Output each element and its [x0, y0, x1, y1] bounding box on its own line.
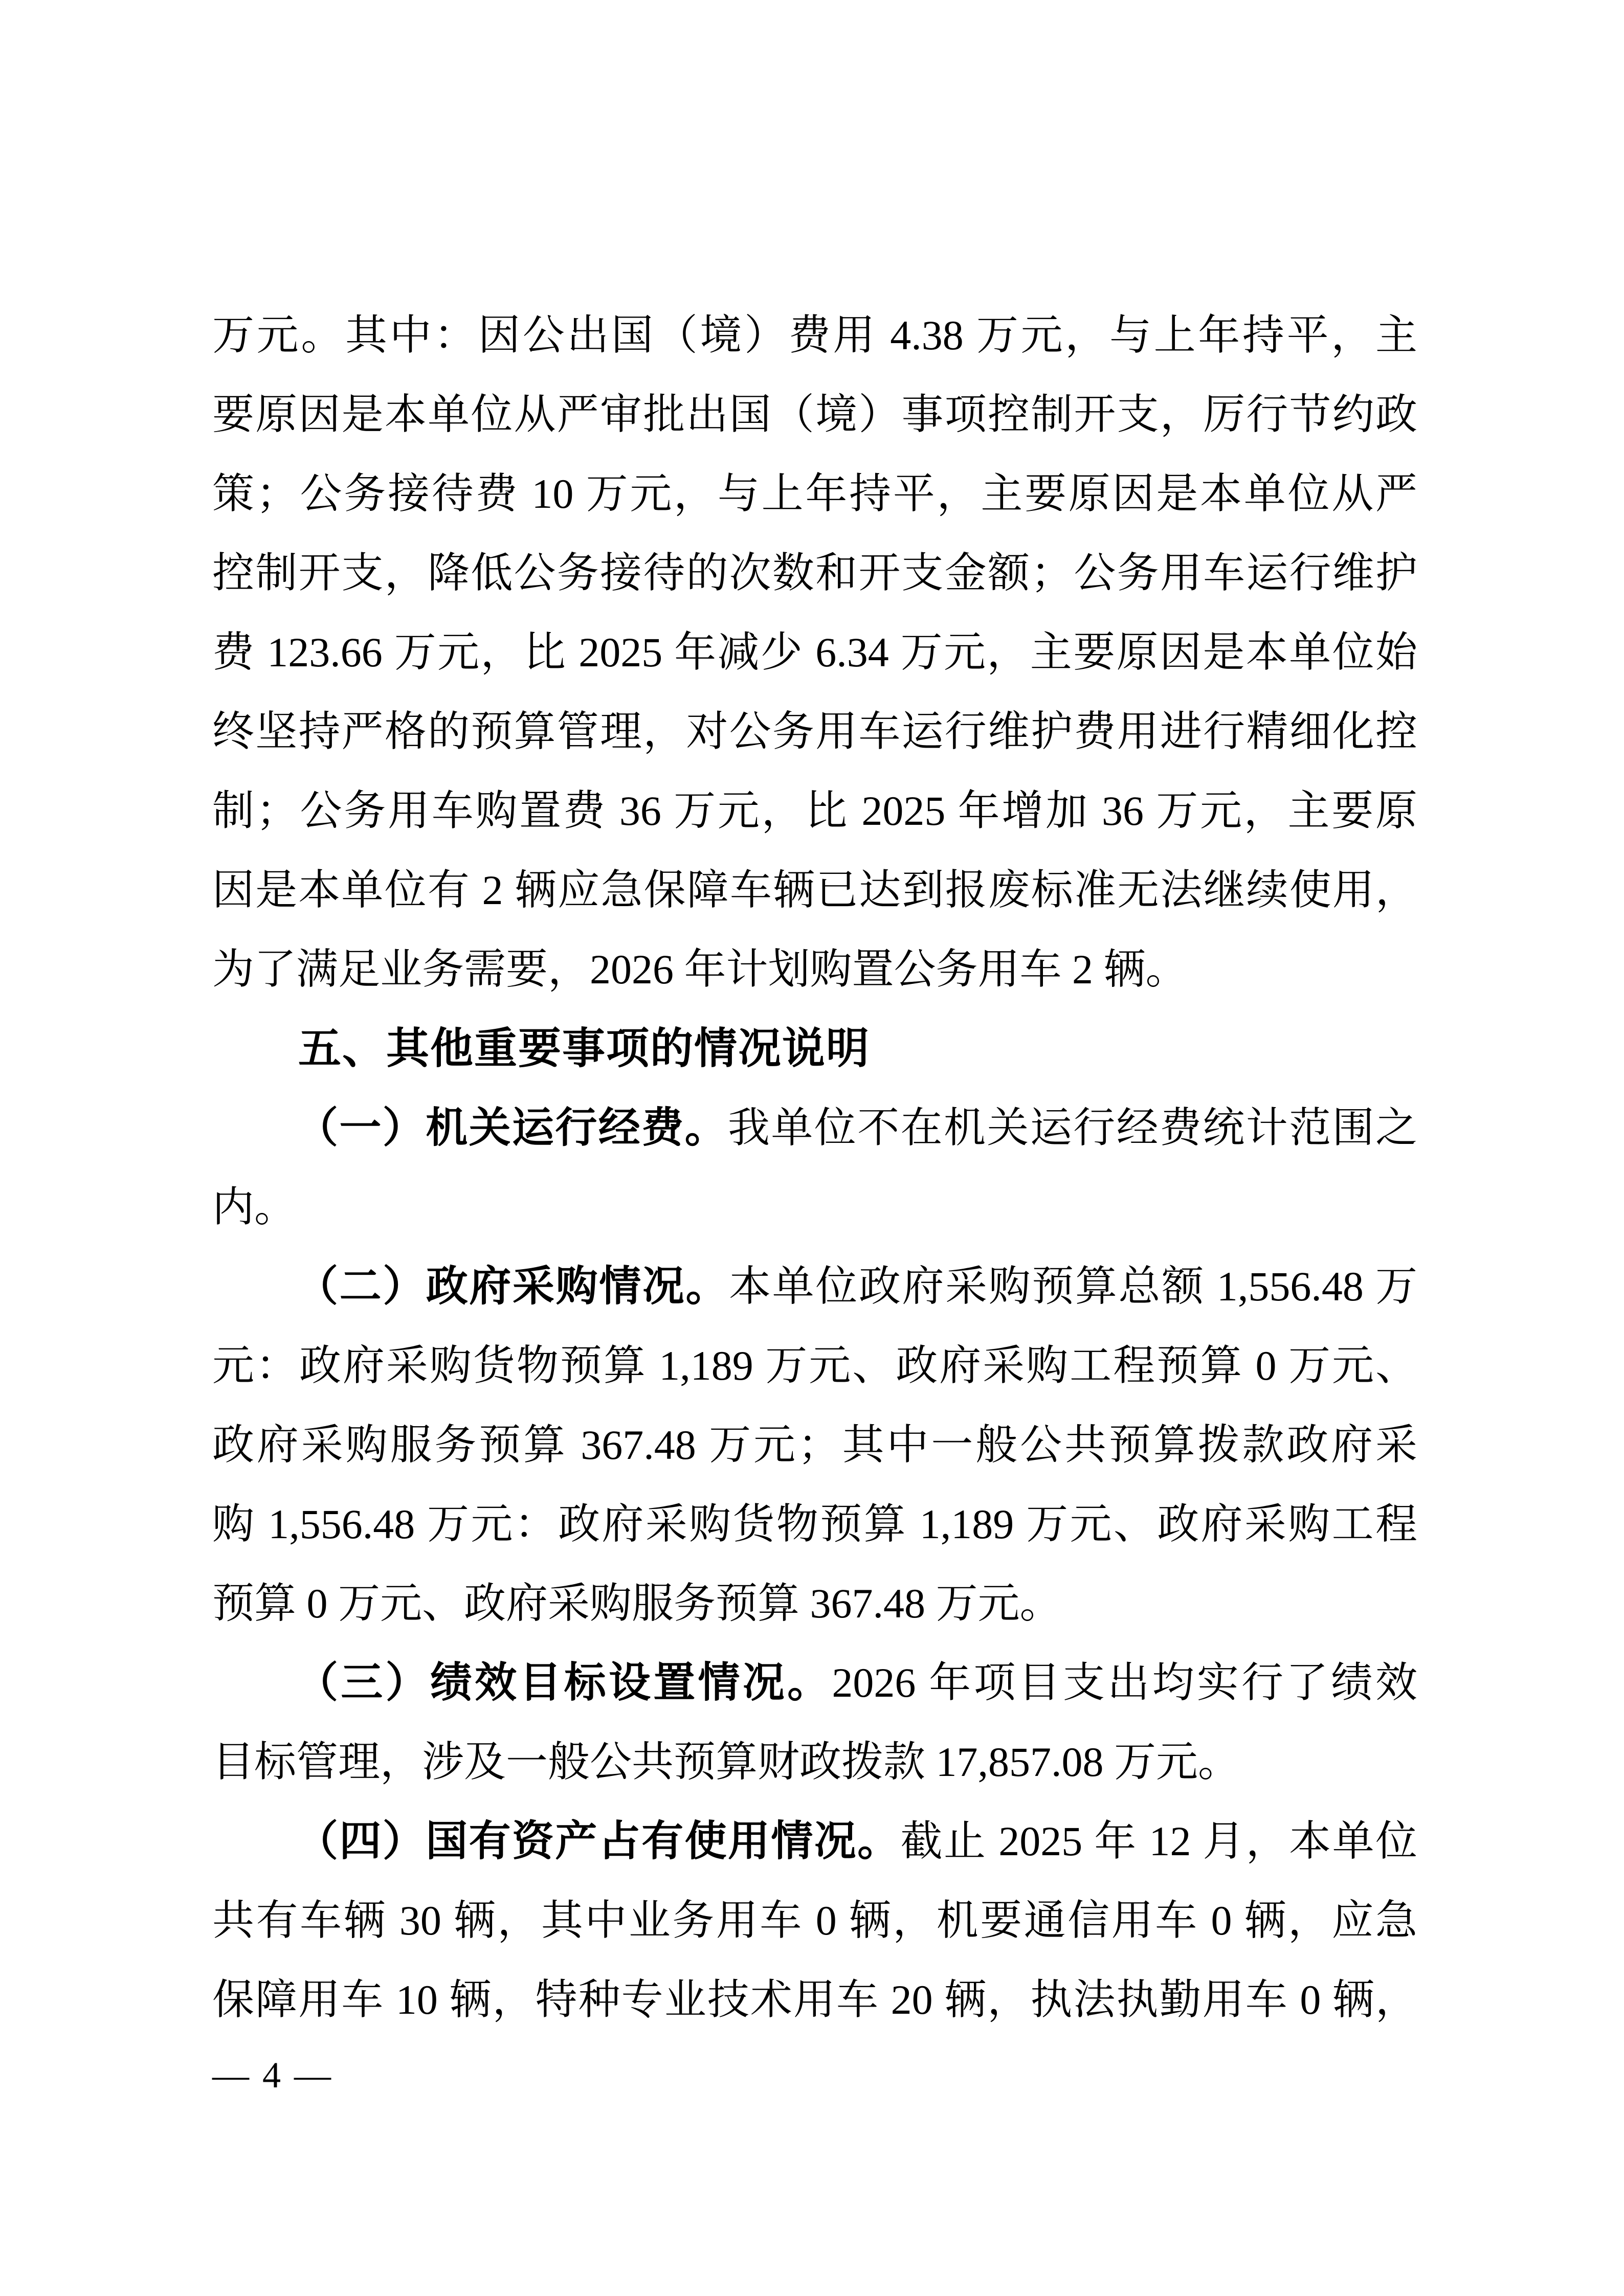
text-line: [212, 1167, 1417, 1247]
text-line: [212, 1247, 1417, 1326]
text-line: [212, 1643, 1417, 1722]
emphasis-text: （三）绩效目标设置情况。: [296, 1659, 832, 1706]
text-line: [212, 1564, 1417, 1643]
text-line: [212, 1088, 1417, 1167]
text-line: [212, 296, 1417, 375]
body-text: 终坚持严格的预算管理，对公务用车运行维护费用进行精细化控: [212, 708, 1417, 755]
text-line: [212, 771, 1417, 850]
text-line: [212, 1722, 1417, 1802]
text-line: [212, 1484, 1417, 1564]
text-block: [212, 296, 1417, 2039]
body-text: 截止 2025 年 12 月，本单位: [900, 1818, 1417, 1864]
body-text: 内。: [212, 1184, 297, 1230]
text-line: [212, 850, 1417, 930]
text-line: [212, 454, 1417, 533]
body-text: 保障用车 10 辆，特种专业技术用车 20 辆，执法执勤用车 0 辆，: [212, 1976, 1417, 2023]
body-text: 为了满足业务需要，2026 年计划购置公务用车 2 辆。: [212, 946, 1188, 993]
emphasis-text: 五、其他重要事项的情况说明: [298, 1024, 871, 1072]
text-line: [212, 930, 1417, 1009]
section-heading: [212, 1009, 1417, 1088]
body-text: 目标管理，涉及一般公共预算财政拨款 17,857.08 万元。: [212, 1739, 1240, 1785]
body-text: 因是本单位有 2 辆应急保障车辆已达到报废标准无法继续使用，: [212, 867, 1417, 913]
body-text: 费 123.66 万元，比 2025 年减少 6.34 万元，主要原因是本单位始: [212, 629, 1417, 676]
body-text: 要原因是本单位从严审批出国（境）事项控制开支，厉行节约政: [212, 391, 1417, 438]
body-text: 政府采购服务预算 367.48 万元；其中一般公共预算拨款政府采: [212, 1422, 1417, 1468]
text-line: [212, 613, 1417, 692]
emphasis-text: （二）政府采购情况。: [296, 1263, 729, 1310]
body-text: 购 1,556.48 万元：政府采购货物预算 1,189 万元、政府采购工程: [212, 1501, 1417, 1547]
body-text: 我单位不在机关运行经费统计范围之: [728, 1105, 1417, 1151]
page-number: — 4 —: [212, 2055, 333, 2096]
text-line: [212, 692, 1417, 771]
body-text: 控制开支，降低公务接待的次数和开支金额；公务用车运行维护: [212, 550, 1417, 596]
text-line: [212, 375, 1417, 454]
body-text: 共有车辆 30 辆，其中业务用车 0 辆，机要通信用车 0 辆，应急: [212, 1897, 1417, 1944]
body-text: 2026 年项目支出均实行了绩效: [832, 1659, 1417, 1706]
text-line: [212, 1405, 1417, 1484]
emphasis-text: （四）国有资产占有使用情况。: [296, 1818, 901, 1864]
text-line: [212, 1881, 1417, 1960]
text-line: [212, 1802, 1417, 1881]
body-text: 元：政府采购货物预算 1,189 万元、政府采购工程预算 0 万元、: [212, 1342, 1417, 1389]
text-line: [212, 1960, 1417, 2039]
emphasis-text: （一）机关运行经费。: [296, 1105, 728, 1151]
body-text: 预算 0 万元、政府采购服务预算 367.48 万元。: [212, 1580, 1062, 1627]
text-line: [212, 533, 1417, 613]
body-text: 策；公务接待费 10 万元，与上年持平，主要原因是本单位从严: [212, 470, 1417, 517]
body-text: 万元。其中：因公出国（境）费用 4.38 万元，与上年持平，主: [212, 312, 1417, 358]
text-line: [212, 1326, 1417, 1405]
body-text: 本单位政府采购预算总额 1,556.48 万: [729, 1263, 1417, 1310]
body-text: 制；公务用车购置费 36 万元，比 2025 年增加 36 万元，主要原: [212, 787, 1417, 834]
